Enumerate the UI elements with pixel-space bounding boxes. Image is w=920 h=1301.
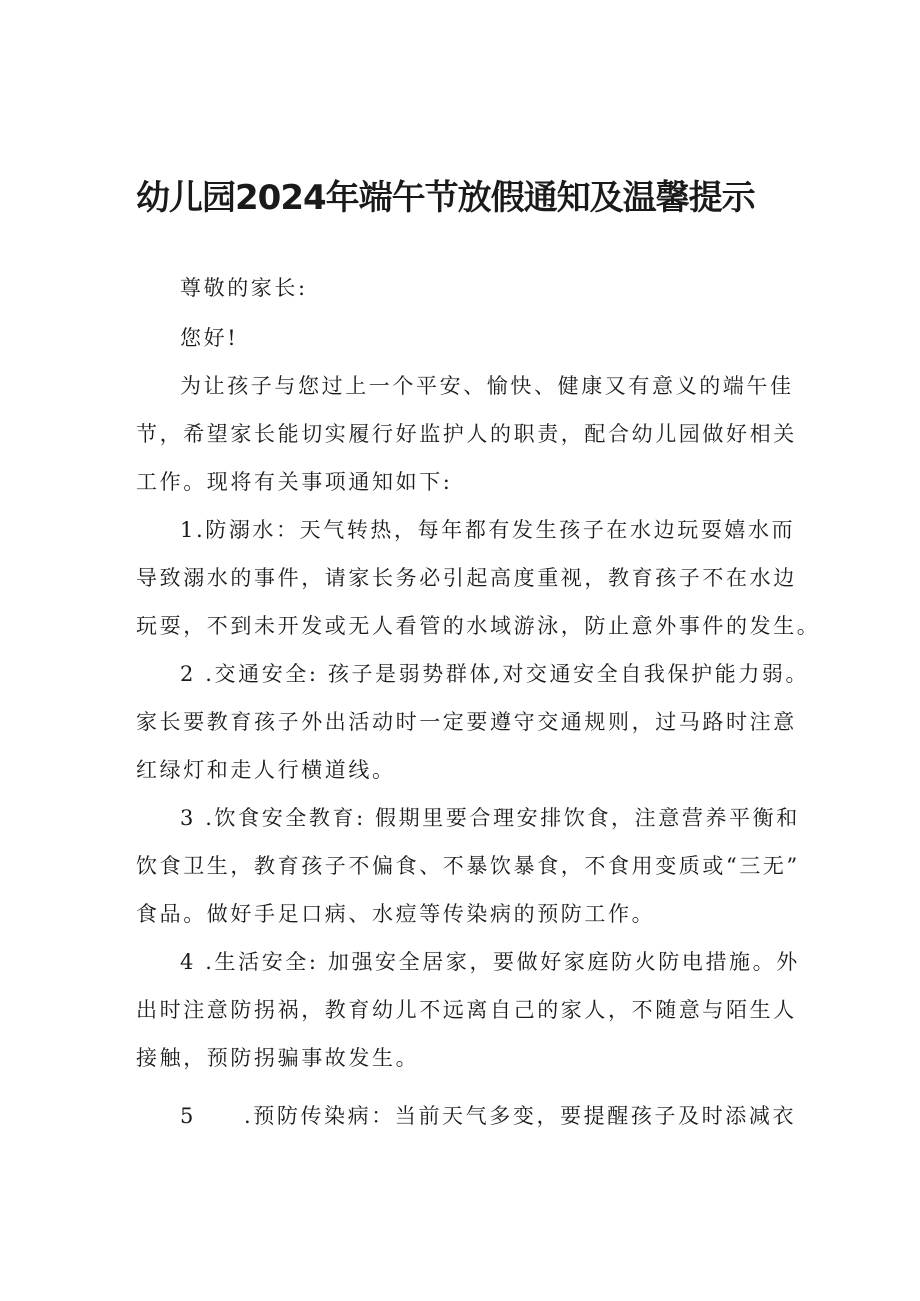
item1-line-3: 玩耍，不到未开发或无人看管的水域游泳，防止意外事件的发生。 [136,614,821,638]
item3-line-3: 食品。做好手足口病、水痘等传染病的预防工作。 [136,902,656,926]
item4-line-1: 4 .生活安全: 加强安全居家，要做好家庭防火防电措施。外 [180,950,800,974]
intro-line-1: 为让孩子与您过上一个平安、愉快、健康又有意义的端午佳 [180,374,794,398]
intro-line-3: 工作。现将有关事项通知如下: [136,470,453,494]
item2-line-1: 2 .交通安全: 孩子是弱势群体,对交通安全自我保护能力弱。 [180,662,810,686]
item4-line-2: 出时注意防拐祸，教育幼儿不远离自己的家人，不随意与陌生人 [136,998,797,1022]
salutation: 尊敬的家长: [180,276,308,300]
item3-line-1: 3 .饮食安全教育: 假期里要合理安排饮食，注意营养平衡和 [180,806,800,830]
greeting: 您好! [180,326,239,350]
item1-line-2: 导致溺水的事件，请家长务必引起高度重视，教育孩子不在水边 [136,566,797,590]
document-title: 幼儿园2024年端午节放假通知及温馨提示 [136,178,755,218]
item2-line-3: 红绿灯和走人行横道线。 [136,758,396,782]
item4-line-3: 接触，预防拐骗事故发生。 [136,1046,420,1070]
item2-line-2: 家长要教育孩子外出活动时一定要遵守交通规则，过马路时注意 [136,710,797,734]
intro-line-2: 节，希望家长能切实履行好监护人的职责，配合幼儿园做好相关 [136,422,797,446]
item5-line-1 [180,1104,796,1128]
item5-text: .预防传染病：当前天气多变，要提醒孩子及时添减衣 [243,1104,797,1128]
item1-line-1: 1.防溺水：天气转热，每年都有发生孩子在水边玩耍嬉水而 [180,518,796,542]
item5-number: 5 [180,1104,196,1128]
item3-line-2: 饮食卫生，教育孩子不偏食、不暴饮暴食，不食用变质或“三无” [136,854,800,878]
